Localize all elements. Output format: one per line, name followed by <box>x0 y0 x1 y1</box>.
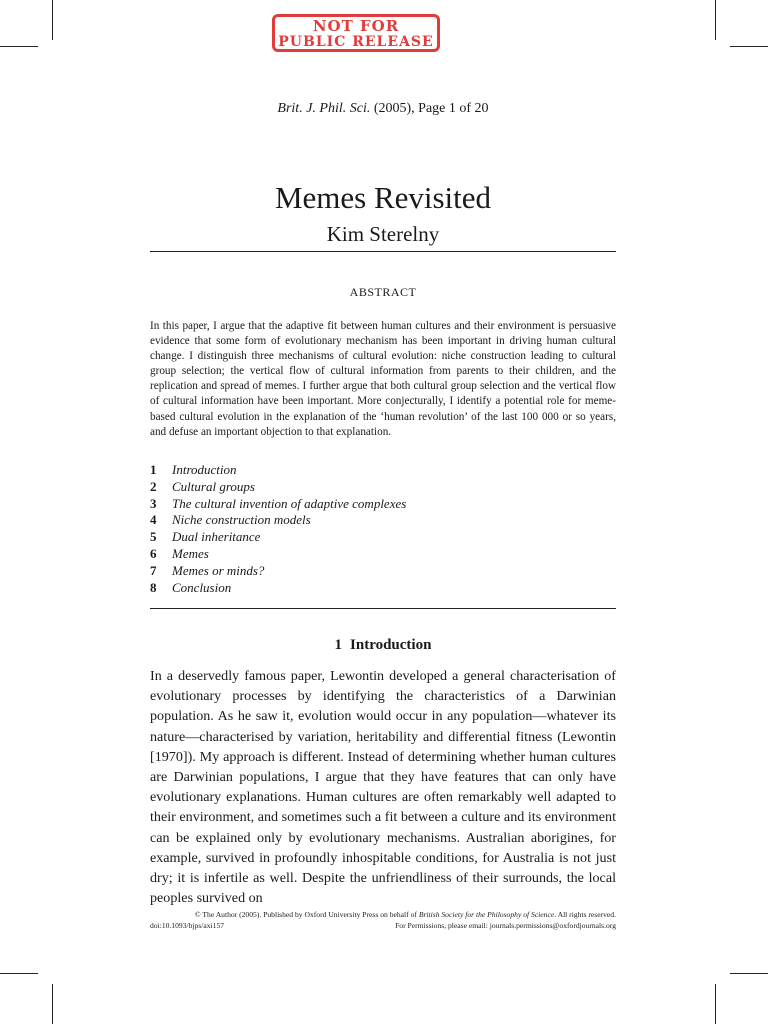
crop-mark <box>0 973 38 974</box>
stamp-line-2: PUBLIC RELEASE <box>278 34 434 50</box>
section-heading <box>150 637 616 654</box>
section-title: Introduction <box>350 637 432 653</box>
toc-number: 8 <box>150 579 157 595</box>
crop-mark <box>730 46 768 47</box>
crop-mark <box>730 973 768 974</box>
toc-label: Memes <box>172 545 209 561</box>
toc-item[interactable] <box>150 529 406 546</box>
abstract-text: In this paper, I argue that the adaptive fit between human cultures and their environment is persuasive evidence that some form of evolutionary mechanism has been important in driving human cultural change. I distinguish three mechanisms of cultural evolution: niche construction leading to cultural group selection; the vertical flow of cultural information from parents to their children, and the replication and spread of memes. I further argue that both cultural group selection and the vertical flow of cultural information have been important. More conjecturally, I identify a potential role for meme-based cultural evolution in the explanation of the ‘human revolution’ of the last 100 000 or so years, and defuse an important objection to that explanation. <box>150 320 616 438</box>
paper-title: Memes Revisited <box>274 180 492 215</box>
toc-item[interactable] <box>150 563 406 580</box>
doi: doi:10.1093/bjps/axi157 <box>150 921 225 930</box>
toc-rule <box>150 608 616 609</box>
journal-name: Brit. J. Phil. Sci. <box>277 101 371 116</box>
toc-number: 2 <box>150 478 157 494</box>
toc-number: 1 <box>150 462 157 477</box>
crop-mark <box>715 984 716 1024</box>
page-footer <box>150 909 616 931</box>
section-body: In a deservedly famous paper, Lewontin developed a general characterisation of evolutionary processes by identifying the characteristics of a Darwinian population. As he saw it, evolution would occur in any population—whatever its nature—characterised by variation, heritability and differential fitness (Lewontin [1970]). My approach is different. Instead of determining whether human cultures are Darwinian populations, I argue that they have features that can only have evolutionary explanations. Human cultures are often remarkably well adapted to their environment, and sometimes such a fit between a culture and its environment can be explained only by evolutionary mechanisms. Australian aborigines, for example, survived in profoundly inhospitable conditions, for Australia is not just dry; it is infertile as well. Despite the unfriendliness of their surrounds, the local peoples survived on <box>150 668 616 907</box>
table-of-contents <box>150 462 406 596</box>
copyright-suffix: . All rights reserved. <box>554 910 616 919</box>
toc-item[interactable] <box>150 496 406 513</box>
toc-item[interactable] <box>150 580 406 597</box>
crop-mark <box>0 46 38 47</box>
stamp-line-1: NOT FOR <box>312 17 400 35</box>
title-rule <box>150 251 616 252</box>
toc-item[interactable] <box>150 462 406 479</box>
journal-issue: (2005), Page 1 of 20 <box>370 101 489 116</box>
copyright-line <box>195 909 616 920</box>
toc-number: 6 <box>150 545 157 561</box>
toc-label: Introduction <box>172 462 237 477</box>
toc-label: Niche construction models <box>172 512 311 528</box>
crop-mark <box>52 0 53 40</box>
crop-mark <box>52 984 53 1024</box>
section-number: 1 <box>334 637 343 653</box>
toc-label: The cultural invention of adaptive complexes <box>172 495 407 511</box>
copyright-prefix: © The Author (2005). Published by Oxford University Press on behalf of <box>194 910 419 919</box>
toc-item[interactable] <box>150 546 406 563</box>
toc-number: 7 <box>150 562 157 578</box>
toc-item[interactable] <box>150 512 406 529</box>
toc-number: 5 <box>150 529 157 545</box>
toc-label: Cultural groups <box>172 478 255 494</box>
toc-label: Conclusion <box>172 579 232 595</box>
toc-number: 4 <box>150 512 157 528</box>
toc-label: Memes or minds? <box>172 562 265 578</box>
toc-label: Dual inheritance <box>172 529 261 545</box>
journal-citation <box>150 101 616 117</box>
permissions-note: For Permissions, please email: journals.permissions@oxfordjournals.org <box>395 921 616 930</box>
abstract-heading: ABSTRACT <box>349 285 417 299</box>
not-for-public-release-stamp <box>272 14 440 52</box>
toc-item[interactable] <box>150 479 406 496</box>
crop-mark <box>715 0 716 40</box>
paper-author: Kim Sterelny <box>326 222 440 246</box>
toc-number: 3 <box>150 495 157 511</box>
society-name: British Society for the Philosophy of Science <box>418 910 555 919</box>
